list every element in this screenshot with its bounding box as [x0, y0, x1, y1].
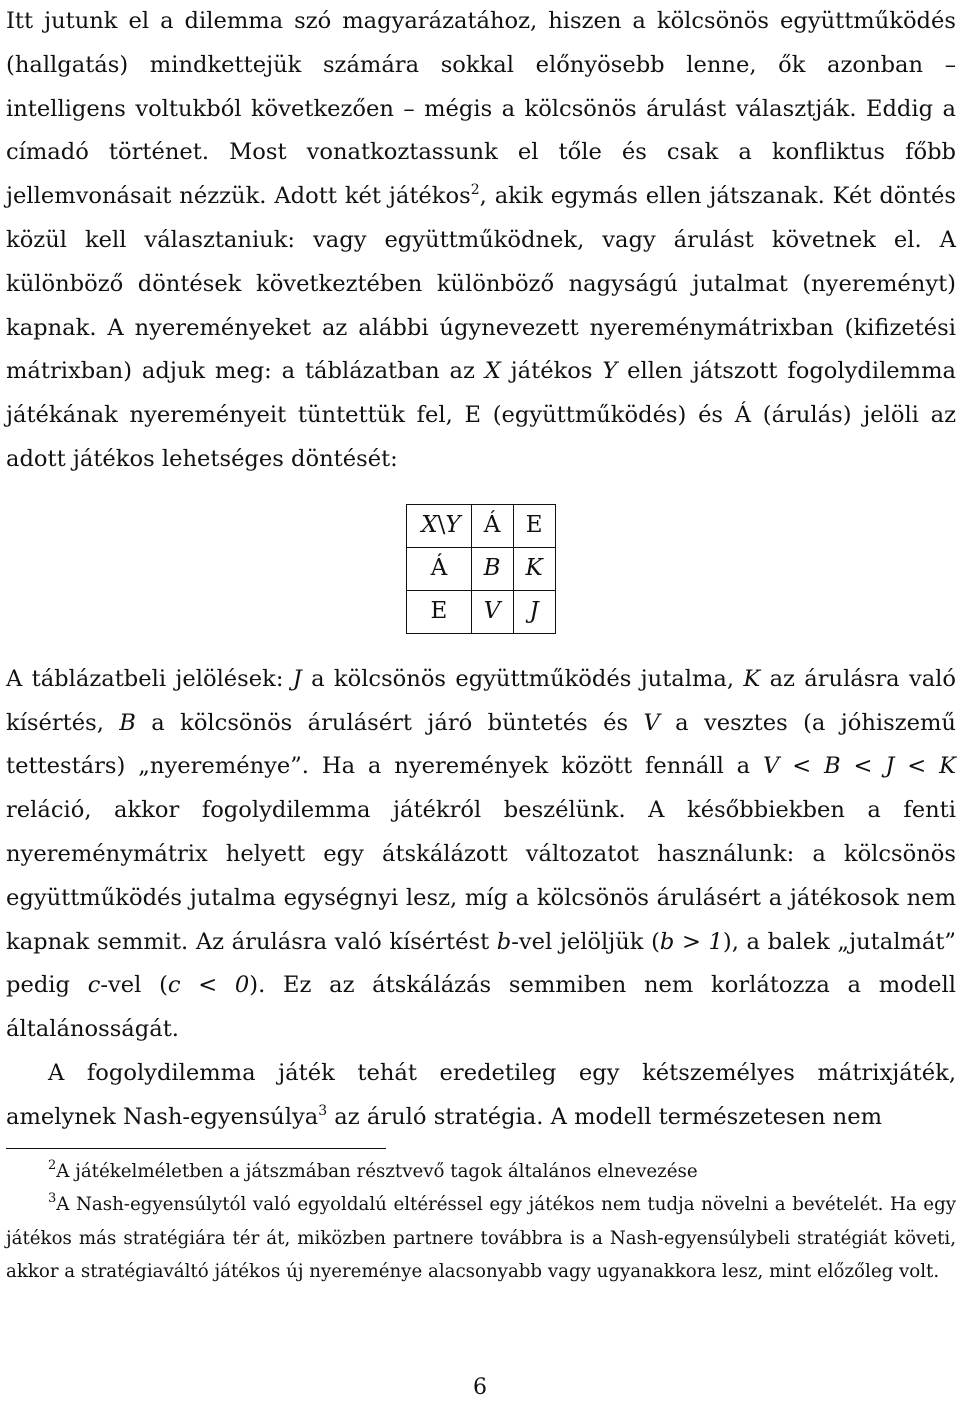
footnote-separator	[6, 1148, 386, 1149]
math-var: Y	[602, 358, 618, 385]
text-run: , akik egymás ellen játszanak. Két döntés közül kell választaniuk: vagy együttműködnek, vagy árulást követnek el. A különböző döntések következtében különböző nagyságú jutalmat (nyereményt) kapnak. A nyereményeket az alábbi úgynevezett nyereménymátrixban (kifizetési mátrixban) adjuk meg: a táblázatban az	[6, 183, 956, 385]
footnote-ref-3: 3	[318, 1102, 328, 1119]
table-cell	[471, 547, 513, 590]
row-header: E	[407, 590, 471, 633]
column-header: E	[513, 504, 555, 547]
math-var: K	[743, 665, 761, 692]
table-corner-cell	[407, 504, 471, 547]
paragraph-notation	[6, 658, 956, 1052]
paragraph-nash	[6, 1052, 956, 1140]
math-var: X	[421, 512, 438, 539]
text-run: -vel (	[100, 972, 168, 999]
math-relation: V < B < J < K	[763, 753, 956, 780]
text-run: ), a balek „jutalmát” pedig	[6, 928, 956, 999]
row-header: Á	[407, 547, 471, 590]
text-run: reláció, akkor fogolydilemma játékról beszélünk. A későbbiekben a fenti nyereménymátrix helyett egy átskálázott változatot használunk: a kölcsönös együttműködés jutalma egységnyi lesz, míg a kölcsönös árulásért a játékosok nem kapnak semmit. Az árulásra való kísértést	[6, 797, 956, 955]
text-run: Itt jutunk el a dilemma szó magyarázatához, hiszen a kölcsönös együttműködés (hallgatás) mindkettejük számára sokkal előnyösebb lenne, ők azonban – intelligens voltukból következően – mégis a kölcsönös árulást választják. Eddig a címadó történet. Most vonatkoztassunk el tőle és csak a konfliktus főbb jellemvonásait nézzük. Adott két játékos	[6, 8, 956, 210]
table-row	[407, 547, 555, 590]
text-run: A táblázatbeli jelölések:	[6, 665, 293, 692]
text-run: ellen játszott fogolydilemma játékának nyereményeit tüntettük fel, E (együttműködés) és Á (árulás) jelöli az adott játékos lehetséges döntését:	[6, 358, 956, 472]
table-cell	[513, 547, 555, 590]
paragraph-intro	[6, 0, 956, 482]
text-run: -vel jelöljük (	[511, 928, 660, 955]
document-page	[6, 0, 956, 1289]
text-run: A fogolydilemma játék tehát eredetileg egy kétszemélyes mátrixjáték, amelynek Nash-egyensúlya	[6, 1059, 956, 1130]
math-var: B	[483, 555, 501, 582]
footnote-number: 2	[48, 1157, 57, 1173]
math-var: J	[292, 665, 302, 692]
table-header-row	[407, 504, 555, 547]
text-run: az árulásra való kísértés,	[6, 665, 957, 736]
footnote-ref-2: 2	[470, 182, 480, 199]
text-run: az áruló stratégia. A modell természetesen nem	[327, 1103, 883, 1130]
backslash-symbol: \	[437, 512, 446, 539]
text-run: a kölcsönös árulásért járó büntetés és	[135, 709, 644, 736]
table-row	[407, 590, 555, 633]
table-cell	[471, 590, 513, 633]
table-cell	[513, 590, 555, 633]
footnotes	[6, 1155, 956, 1289]
payoff-matrix-table	[406, 504, 555, 634]
math-var: X	[484, 358, 501, 385]
footnote-number: 3	[48, 1191, 57, 1207]
text-run: ). Ez az átskálázás semmiben nem korlátozza a modell általánosságát.	[6, 972, 957, 1043]
math-var: J	[529, 598, 539, 625]
math-expression: c < 0	[167, 972, 250, 999]
footnote-text: A játékelméletben a játszmában résztvevő tagok általános elnevezése	[56, 1160, 698, 1182]
math-var: V	[483, 598, 501, 625]
footnote-3	[6, 1188, 956, 1289]
text-run: a kölcsönös együttműködés jutalma,	[301, 665, 744, 692]
math-var: Y	[445, 512, 461, 539]
text-run: játékos	[500, 358, 603, 385]
footnote-2	[6, 1155, 956, 1189]
text-run: a vesztes (a jóhiszemű tettestárs) „nyereménye”. Ha a nyeremények között fennáll a	[6, 709, 956, 780]
column-header: Á	[471, 504, 513, 547]
math-var: B	[119, 709, 136, 736]
math-var: K	[525, 555, 543, 582]
footnote-text: A Nash-egyensúlytól való egyoldalú eltéréssel egy játékos nem tudja növelni a bevételét. Ha egy játékos más stratégiára tér át, miközben partnere továbbra is a Nash-egyensúlybeli stratégiát követi, akkor a stratégiaváltó játékos új nyereménye alacsonyabb vagy ugyanakkora lesz, mint előzőleg volt.	[6, 1194, 956, 1283]
math-var: V	[643, 709, 660, 736]
page-number: 6	[473, 1375, 487, 1400]
math-var: b	[496, 928, 512, 955]
math-expression: b > 1	[659, 928, 723, 955]
math-var: c	[87, 972, 101, 999]
